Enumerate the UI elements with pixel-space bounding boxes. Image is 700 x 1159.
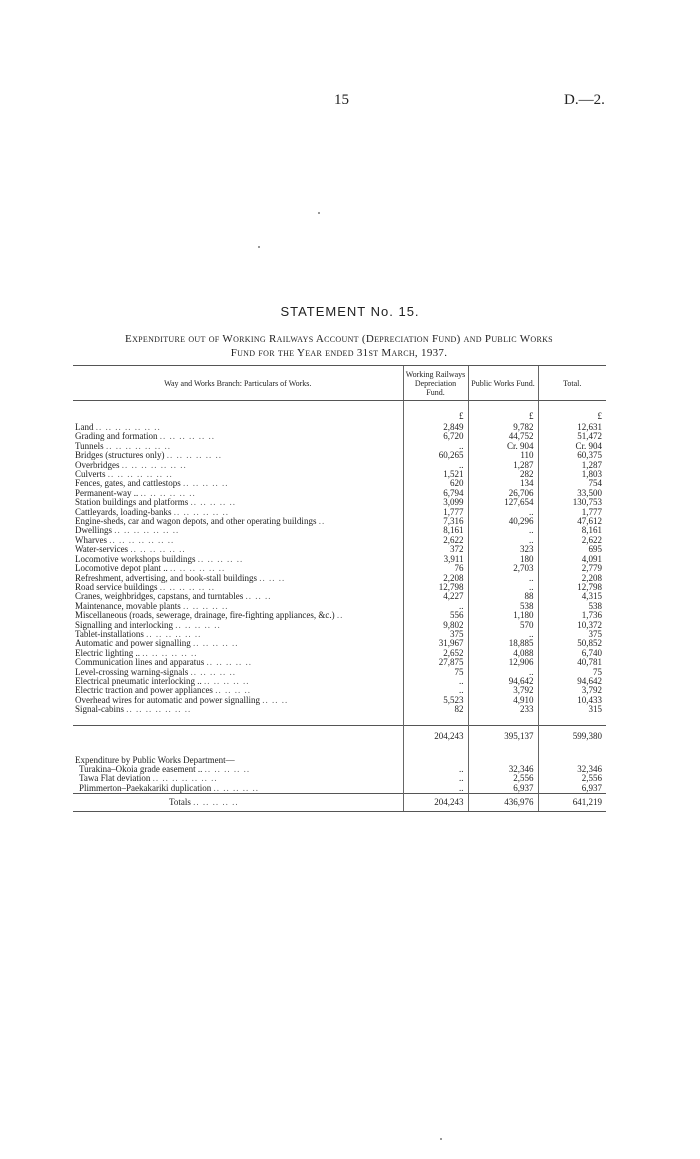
- working-railways-value: 372: [403, 545, 468, 554]
- leader-dots: .. .. .. .. .. .. ..: [121, 460, 187, 470]
- document-reference: D.—2.: [564, 92, 605, 108]
- total-value: 10,433: [538, 696, 606, 705]
- total-value: 32,346: [538, 765, 606, 774]
- subtotal-working-railways: 204,243: [403, 725, 468, 744]
- row-label-cell: [73, 451, 403, 460]
- public-works-value: 127,654: [468, 498, 538, 507]
- row-label-cell: [73, 649, 403, 658]
- row-label: Miscellaneous (roads, sewerage, drainage, fire-fighting appliances, &c.): [75, 611, 335, 621]
- total-value: 8,161: [538, 526, 606, 535]
- total-value: 94,642: [538, 677, 606, 686]
- total-value: 10,372: [538, 621, 606, 630]
- total-value: 6,740: [538, 649, 606, 658]
- working-railways-value: ..: [403, 602, 468, 611]
- table-row: [73, 423, 606, 432]
- working-railways-value: 27,875: [403, 658, 468, 667]
- table-row: [73, 774, 606, 783]
- total-value: 1,777: [538, 508, 606, 517]
- public-works-value: 40,296: [468, 517, 538, 526]
- row-label-cell: [73, 517, 403, 526]
- table-row: [73, 686, 606, 695]
- total-value: 2,622: [538, 536, 606, 545]
- leader-dots: ..: [336, 611, 344, 621]
- table-row: [73, 545, 606, 554]
- working-railways-value: 3,911: [403, 555, 468, 564]
- leader-dots: .. .. .. .. ..: [197, 554, 244, 564]
- row-label: Refreshment, advertising, and book-stall buildings: [75, 573, 257, 583]
- unit-row: [73, 411, 606, 423]
- row-label-cell: [73, 423, 403, 432]
- table-row: [73, 461, 606, 470]
- leader-dots: .. .. .. .. ..: [190, 667, 236, 677]
- leader-dots: .. .. .. .. .. .. ..: [114, 526, 180, 536]
- total-value: 60,375: [538, 451, 606, 460]
- working-railways-value: ..: [403, 765, 468, 774]
- row-label: Cattleyards, loading-banks: [75, 507, 172, 517]
- leader-dots: .. .. ..: [262, 695, 289, 705]
- total-value: 4,091: [538, 555, 606, 564]
- public-works-value: 134: [468, 479, 538, 488]
- working-railways-value: ..: [403, 686, 468, 695]
- leader-dots: .. .. .. .. ..: [206, 658, 252, 668]
- row-label: Culverts: [75, 470, 106, 480]
- total-value: 12,798: [538, 583, 606, 592]
- empty-cell: [403, 756, 468, 765]
- row-label: Maintenance, movable plants: [75, 601, 181, 611]
- table-row: [73, 526, 606, 535]
- working-railways-value: 9,802: [403, 621, 468, 630]
- row-label: Tablet-installations: [75, 629, 144, 639]
- public-works-value: 538: [468, 602, 538, 611]
- public-works-value: 233: [468, 705, 538, 714]
- public-works-value: 2,703: [468, 564, 538, 573]
- total-value: 2,208: [538, 574, 606, 583]
- row-label-cell: [73, 602, 403, 611]
- leader-dots: .. .. .. .. .. .. ..: [95, 423, 161, 432]
- leader-dots: .. .. .. .. ..: [175, 620, 221, 630]
- row-label-cell: [73, 784, 403, 794]
- table-row: [73, 508, 606, 517]
- leader-dots: .. .. ..: [259, 573, 286, 583]
- table-row: [73, 574, 606, 583]
- empty-cell: [468, 756, 538, 765]
- working-railways-value: 3,099: [403, 498, 468, 507]
- table-row: [73, 705, 606, 714]
- table-row: [73, 658, 606, 667]
- public-works-value: 94,642: [468, 677, 538, 686]
- public-works-value: 88: [468, 592, 538, 601]
- spacer-row: [73, 744, 606, 756]
- table-row: [73, 696, 606, 705]
- table-row: [73, 649, 606, 658]
- public-works-value: ..: [468, 574, 538, 583]
- row-label: Locomotive depot plant ..: [75, 564, 168, 574]
- total-value: 2,779: [538, 564, 606, 573]
- leader-dots: .. .. .. .. ..: [204, 765, 251, 774]
- working-railways-value: ..: [403, 461, 468, 470]
- totals-working-railways: 204,243: [403, 794, 468, 812]
- table-row: [73, 564, 606, 573]
- header-working-railways: Working Railways Depreciation Fund.: [403, 366, 468, 401]
- public-works-value: 6,937: [468, 784, 538, 794]
- row-label: Permanent-way ..: [75, 488, 139, 498]
- expenditure-table-wrapper: [73, 365, 606, 812]
- table-row: [73, 602, 606, 611]
- public-works-value: 4,910: [468, 696, 538, 705]
- row-label-cell: [73, 774, 403, 783]
- row-label: Bridges (structures only): [75, 451, 165, 461]
- total-value: 12,631: [538, 423, 606, 432]
- leader-dots: .. .. .. .. ..: [213, 783, 259, 793]
- working-railways-value: 76: [403, 564, 468, 573]
- table-row: [73, 677, 606, 686]
- row-label: Automatic and power signalling: [75, 639, 191, 649]
- row-label-cell: [73, 545, 403, 554]
- total-value: 375: [538, 630, 606, 639]
- row-label: Plimmerton–Paekakariki duplication: [79, 783, 212, 793]
- page-number: 15: [334, 92, 349, 108]
- row-label: Tunnels: [75, 441, 104, 451]
- subtitle-line-1: Expenditure out of Working Railways Account (Depreciation Fund) and Public Works: [125, 333, 553, 345]
- public-works-value: Cr. 904: [468, 442, 538, 451]
- subtotal-public-works: 395,137: [468, 725, 538, 744]
- row-label: Grading and formation: [75, 432, 158, 442]
- leader-dots: .. .. .. .. .. .. ..: [126, 705, 192, 715]
- table-row: [73, 639, 606, 648]
- total-value: 1,803: [538, 470, 606, 479]
- working-railways-value: 2,208: [403, 574, 468, 583]
- leader-dots: .. .. .. .. ..: [182, 479, 229, 489]
- paper-speck: [258, 246, 260, 248]
- table-row: [73, 442, 606, 451]
- row-label: Fences, gates, and cattlestops: [75, 479, 181, 489]
- working-railways-value: ..: [403, 677, 468, 686]
- table-row: [73, 611, 606, 620]
- leader-dots: .. .. .. .. ..: [192, 639, 239, 649]
- row-label: Dwellings: [75, 526, 112, 536]
- row-label-cell: [73, 668, 403, 677]
- row-label-cell: [73, 442, 403, 451]
- subtotal-blank: [73, 725, 403, 744]
- public-works-value: 3,792: [468, 686, 538, 695]
- public-works-value: 1,180: [468, 611, 538, 620]
- row-label-cell: [73, 592, 403, 601]
- table-row: [73, 479, 606, 488]
- spacer-row: [73, 401, 606, 412]
- subtotal-row: [73, 725, 606, 744]
- total-value: 4,315: [538, 592, 606, 601]
- row-label-cell: [73, 461, 403, 470]
- row-label-cell: [73, 432, 403, 441]
- row-label-cell: [73, 583, 403, 592]
- public-works-value: ..: [468, 536, 538, 545]
- expenditure-table: [73, 365, 606, 812]
- row-label-cell: [73, 526, 403, 535]
- row-label-cell: [73, 564, 403, 573]
- table-row: [73, 765, 606, 774]
- subtitle-line-2: Fund for the Year ended 31st March, 1937.: [230, 347, 448, 359]
- total-value: 130,753: [538, 498, 606, 507]
- working-railways-value: 4,227: [403, 592, 468, 601]
- unit-symbol: £: [403, 411, 468, 423]
- working-railways-value: 82: [403, 705, 468, 714]
- totals-total: 641,219: [538, 794, 606, 812]
- working-railways-value: 7,316: [403, 517, 468, 526]
- row-label-cell: [73, 470, 403, 479]
- row-label-cell: [73, 479, 403, 488]
- total-value: Cr. 904: [538, 442, 606, 451]
- leader-dots: .. .. .. .. .. ..: [142, 648, 198, 658]
- working-railways-value: 2,652: [403, 649, 468, 658]
- leader-dots: .. .. ..: [245, 592, 272, 602]
- row-label: Tawa Flat deviation: [79, 774, 151, 784]
- row-label-cell: [73, 498, 403, 507]
- total-value: 50,852: [538, 639, 606, 648]
- header-public-works: Public Works Fund.: [468, 366, 538, 401]
- row-label-cell: [73, 705, 403, 714]
- table-row: [73, 592, 606, 601]
- public-works-value: 12,906: [468, 658, 538, 667]
- table-row: [73, 470, 606, 479]
- row-label: Land: [75, 423, 94, 432]
- table-row: [73, 621, 606, 630]
- working-railways-value: 375: [403, 630, 468, 639]
- table-row: [73, 630, 606, 639]
- public-works-value: ..: [468, 630, 538, 639]
- public-works-value: 4,088: [468, 649, 538, 658]
- working-railways-value: 1,777: [403, 508, 468, 517]
- working-railways-value: 31,967: [403, 639, 468, 648]
- working-railways-value: 1,521: [403, 470, 468, 479]
- row-label-cell: [73, 621, 403, 630]
- total-value: 538: [538, 602, 606, 611]
- row-label-cell: [73, 630, 403, 639]
- leader-dots: .. .. .. .. .. ..: [159, 582, 215, 592]
- row-label: Totals: [169, 797, 191, 808]
- row-label: Overbridges: [75, 460, 120, 470]
- leader-dots: .. .. .. .. .. .. ..: [152, 774, 218, 784]
- unit-symbol: £: [468, 411, 538, 423]
- public-works-value: 1,287: [468, 461, 538, 470]
- statement-title: STATEMENT No. 15.: [280, 304, 420, 319]
- working-railways-value: 2,849: [403, 423, 468, 432]
- leader-dots: .. .. .. .. .. ..: [130, 545, 186, 555]
- pwd-heading-row: [73, 756, 606, 765]
- header-total: Total.: [538, 366, 606, 401]
- table-row: [73, 432, 606, 441]
- working-railways-value: 60,265: [403, 451, 468, 460]
- leader-dots: ..: [318, 517, 326, 527]
- table-row: [73, 489, 606, 498]
- public-works-value: 110: [468, 451, 538, 460]
- row-label-cell: [73, 677, 403, 686]
- leader-dots: .. .. .. .. ..: [193, 797, 239, 808]
- statement-subtitle: [74, 332, 604, 360]
- leader-dots: .. .. .. .. .. ..: [140, 488, 196, 498]
- total-value: 33,500: [538, 489, 606, 498]
- row-label: Electric lighting ..: [75, 648, 140, 658]
- leader-dots: .. .. .. .. ..: [190, 498, 236, 508]
- leader-dots: .. .. .. .. .. .. ..: [109, 535, 175, 545]
- row-label: Turakina–Okoia grade easement ..: [79, 765, 203, 774]
- working-railways-value: ..: [403, 442, 468, 451]
- pwd-heading: Expenditure by Public Works Department—: [75, 755, 235, 765]
- total-value: 695: [538, 545, 606, 554]
- public-works-value: ..: [468, 508, 538, 517]
- row-label: Electrical pneumatic interlocking ..: [75, 676, 202, 686]
- public-works-value: ..: [468, 583, 538, 592]
- public-works-value: 32,346: [468, 765, 538, 774]
- working-railways-value: 556: [403, 611, 468, 620]
- public-works-value: 323: [468, 545, 538, 554]
- leader-dots: .. .. .. .. .. .. ..: [105, 441, 171, 451]
- working-railways-value: ..: [403, 784, 468, 794]
- row-label: Communication lines and apparatus: [75, 658, 205, 668]
- table-row: [73, 583, 606, 592]
- leader-dots: .. .. .. .. .. ..: [146, 629, 202, 639]
- row-label: Wharves: [75, 535, 107, 545]
- table-row: [73, 555, 606, 564]
- public-works-value: 44,752: [468, 432, 538, 441]
- total-value: 6,937: [538, 784, 606, 794]
- total-value: 315: [538, 705, 606, 714]
- public-works-value: 282: [468, 470, 538, 479]
- table-row: [73, 517, 606, 526]
- row-label-cell: [73, 639, 403, 648]
- table-row: [73, 451, 606, 460]
- leader-dots: .. .. .. ..: [215, 686, 251, 696]
- row-label-cell: [73, 658, 403, 667]
- public-works-value: 9,782: [468, 423, 538, 432]
- total-value: 3,792: [538, 686, 606, 695]
- total-value: 1,736: [538, 611, 606, 620]
- public-works-value: 26,706: [468, 489, 538, 498]
- leader-dots: .. .. .. .. .. ..: [173, 507, 229, 517]
- public-works-value: ..: [468, 526, 538, 535]
- total-value: 2,556: [538, 774, 606, 783]
- row-label-cell: [73, 574, 403, 583]
- empty-cell: [538, 756, 606, 765]
- row-label-cell: [73, 489, 403, 498]
- leader-dots: .. .. .. .. .. .. ..: [107, 470, 173, 480]
- row-label: Level-crossing warning-signals: [75, 667, 189, 677]
- row-label: Electric traction and power appliances: [75, 686, 213, 696]
- total-value: 47,612: [538, 517, 606, 526]
- row-label: Locomotive workshops buildings: [75, 554, 196, 564]
- public-works-value: ..: [468, 668, 538, 677]
- total-value: 40,781: [538, 658, 606, 667]
- working-railways-value: 12,798: [403, 583, 468, 592]
- row-label: Overhead wires for automatic and power signalling: [75, 695, 260, 705]
- row-label-cell: [73, 765, 403, 774]
- row-label: Engine-sheds, car and wagon depots, and other operating buildings: [75, 517, 317, 527]
- row-label-cell: [73, 555, 403, 564]
- total-value: 75: [538, 668, 606, 677]
- table-body: [73, 401, 606, 812]
- table-header-row: [73, 366, 606, 401]
- row-label: Station buildings and platforms: [75, 498, 189, 508]
- row-label-cell: [73, 696, 403, 705]
- row-label-cell: [73, 611, 403, 620]
- working-railways-value: 620: [403, 479, 468, 488]
- working-railways-value: 2,622: [403, 536, 468, 545]
- totals-row: [73, 794, 606, 812]
- leader-dots: .. .. .. .. .. ..: [166, 451, 222, 461]
- working-railways-value: ..: [403, 774, 468, 783]
- totals-public-works: 436,976: [468, 794, 538, 812]
- working-railways-value: 5,523: [403, 696, 468, 705]
- subtotal-total: 599,380: [538, 725, 606, 744]
- header-particulars: Way and Works Branch: Particulars of Works.: [73, 366, 403, 401]
- working-railways-value: 8,161: [403, 526, 468, 535]
- table-row: [73, 668, 606, 677]
- working-railways-value: 75: [403, 668, 468, 677]
- public-works-value: 2,556: [468, 774, 538, 783]
- row-label: Water-services: [75, 545, 129, 555]
- working-railways-value: 6,794: [403, 489, 468, 498]
- unit-symbol: £: [538, 411, 606, 423]
- table-row: [73, 784, 606, 794]
- row-label-cell: [73, 686, 403, 695]
- leader-dots: .. .. .. .. ..: [203, 676, 250, 686]
- spacer-row: [73, 715, 606, 726]
- row-label: Road service buildings: [75, 582, 158, 592]
- row-label: Signal-cabins: [75, 705, 124, 715]
- public-works-value: 18,885: [468, 639, 538, 648]
- leader-dots: .. .. .. .. .. ..: [159, 432, 215, 442]
- row-label-cell: [73, 508, 403, 517]
- leader-dots: .. .. .. .. .. ..: [169, 564, 226, 574]
- row-label: Cranes, weighbridges, capstans, and turntables: [75, 592, 244, 602]
- table-row: [73, 498, 606, 507]
- total-value: 754: [538, 479, 606, 488]
- paper-speck: [318, 212, 320, 214]
- public-works-value: 180: [468, 555, 538, 564]
- total-value: 1,287: [538, 461, 606, 470]
- row-label: Signalling and interlocking: [75, 620, 173, 630]
- row-label-cell: [73, 794, 403, 812]
- working-railways-value: 6,720: [403, 432, 468, 441]
- paper-speck: [440, 1138, 442, 1140]
- total-value: 51,472: [538, 432, 606, 441]
- row-label-cell: [73, 536, 403, 545]
- public-works-value: 570: [468, 621, 538, 630]
- table-row: [73, 536, 606, 545]
- leader-dots: .. .. .. .. ..: [182, 601, 229, 611]
